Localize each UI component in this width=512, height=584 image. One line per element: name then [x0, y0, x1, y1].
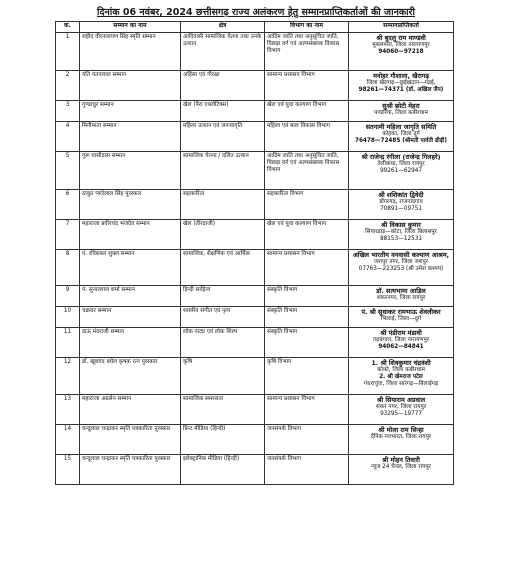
- cell-serial: 10: [56, 307, 80, 328]
- recipient-name: श्री राजेन्द्र रंगीला (राजेन्द्र गिलहरे): [361, 153, 441, 161]
- header-recipient: सम्मानप्राप्तिकर्ता: [349, 22, 454, 33]
- cell-recipient: [349, 122, 454, 152]
- cell-serial: 8: [56, 250, 80, 286]
- cell-award: चन्दूलाल चन्द्राकर स्मृति पत्रकारिता पुरस्कार: [80, 455, 181, 485]
- recipient-detail: सियारडांड़—कोटा, जिला बिलासपुर: [365, 229, 437, 235]
- cell-area: महिला उत्थान एवं जनजागृति: [181, 122, 265, 152]
- cell-serial: 12: [56, 358, 80, 395]
- cell-recipient: [349, 71, 454, 101]
- cell-serial: 3: [56, 101, 80, 122]
- cell-award: दाऊ मंदराजी सम्मान: [80, 328, 181, 358]
- cell-award: ठाकुर प्यारेलाल सिंह पुरस्कार: [80, 190, 181, 220]
- cell-award: डॉ. खूबचंद बघेल कृषक रत्न पुरस्कार: [80, 358, 181, 395]
- recipient-name: अखिल भारतीय वनवासी कल्याण आश्रम,: [352, 251, 450, 259]
- cell-department: खेल एवं युवा कल्याण विभाग: [265, 101, 349, 122]
- recipient-detail: 88153—12531: [380, 236, 422, 243]
- cell-recipient: [349, 328, 454, 358]
- header-award: सम्मान का नाम: [80, 22, 181, 33]
- cell-department: खेल एवं युवा कल्याण विभाग: [265, 220, 349, 250]
- cell-department: सामान्य प्रशासन विभाग: [265, 71, 349, 101]
- recipient-name: मनोहर गौशाला, खैरागढ़: [373, 72, 429, 80]
- cell-serial: 7: [56, 220, 80, 250]
- recipient-name: 1. श्री शिवकुमार चंद्रवंशी: [371, 359, 431, 367]
- recipient-detail: 76478—72485 (श्रीमती पार्वती ढीढ़ी): [355, 138, 447, 145]
- cell-serial: 14: [56, 425, 80, 455]
- recipient-detail: भिलाई, जिला—दुर्ग: [380, 316, 422, 322]
- cell-area: सहकारिता: [181, 190, 265, 220]
- cell-recipient: [349, 101, 454, 122]
- cell-recipient: [349, 358, 454, 395]
- cell-recipient: [349, 286, 454, 307]
- recipient-name: श्री मोला राम सिन्हा: [378, 426, 424, 434]
- cell-serial: 4: [56, 122, 80, 152]
- recipient-detail: कोको, जिला कबीरधाम: [377, 367, 425, 373]
- recipient-detail: गढ़बंगाल, जिला नारायणपुर: [372, 337, 430, 343]
- table-row: [56, 101, 454, 122]
- recipient-detail: 07763—223253 (श्री उमेश कश्यप): [358, 266, 444, 273]
- cell-award: यति यतनलाल सम्मान: [80, 71, 181, 101]
- table-row: [56, 307, 454, 328]
- recipient-detail: शंकरनगर, जिला रायपुर: [376, 295, 426, 301]
- recipient-name: श्री मोहन तिवारी: [382, 456, 420, 464]
- recipient-name: श्री पंडीराम मंडावी: [380, 329, 422, 337]
- cell-award: मिनीमाता सम्मान: [80, 122, 181, 152]
- cell-recipient: [349, 455, 454, 485]
- cell-award: पं. रविशंकर शुक्ल सम्मान: [80, 250, 181, 286]
- cell-recipient: [349, 33, 454, 71]
- recipient-name: सुश्री छोटी मेहरा: [382, 102, 420, 110]
- cell-area: सामाजिक, शैक्षणिक एवं आर्थिक: [181, 250, 265, 286]
- awards-table: [55, 21, 454, 485]
- cell-award: गुण्डाधुर सम्मान: [80, 101, 181, 122]
- table-row: [56, 33, 454, 71]
- recipient-detail: गंधराचुंवा, जिला सारंगढ़—बिलाईगढ़: [363, 381, 439, 388]
- recipient-name: श्री बुदलु राम माण्डवी: [376, 34, 426, 42]
- recipient-name: श्री सियाराम अग्रवाल: [376, 396, 426, 404]
- table-row: [56, 425, 454, 455]
- recipient-name: पं. श्री सुधाकर रामभाऊ शेवलीकर: [361, 308, 441, 316]
- table-row: [56, 122, 454, 152]
- cell-department: कृषि विभाग: [265, 358, 349, 395]
- cell-award: महाराजा अग्रसेन सम्मान: [80, 395, 181, 425]
- cell-recipient: [349, 425, 454, 455]
- recipient-detail: मुकमपारा, जिला नारायणपुर: [372, 42, 430, 48]
- cell-area: सामाजिक समरसता: [181, 395, 265, 425]
- recipient-detail: 2. श्री खेमराज पटेल: [379, 374, 423, 381]
- table-row: [56, 455, 454, 485]
- table-row: [56, 220, 454, 250]
- table-row: [56, 395, 454, 425]
- cell-department: सामान्य प्रशासन विभाग: [265, 395, 349, 425]
- recipient-detail: कोहका, जिला दुर्ग: [382, 131, 420, 137]
- recipient-detail: शंकर नगर, जिला रायपुर: [375, 404, 427, 410]
- cell-recipient: [349, 250, 454, 286]
- recipient-detail: डोंगरगढ़, राजनांदगांव: [379, 199, 423, 205]
- cell-award: चन्दूलाल चन्द्राकर स्मृति पत्रकारिता पुरस्कार: [80, 425, 181, 455]
- cell-serial: 6: [56, 190, 80, 220]
- recipient-detail: 99261—62947: [380, 168, 422, 175]
- table-header-row: [56, 22, 454, 33]
- cell-serial: 9: [56, 286, 80, 307]
- cell-area: हिन्दी साहित्य: [181, 286, 265, 307]
- table-row: [56, 250, 454, 286]
- cell-department: संस्कृति विभाग: [265, 328, 349, 358]
- cell-recipient: [349, 220, 454, 250]
- cell-award: पं. सुन्दरलाल शर्मा सम्मान: [80, 286, 181, 307]
- recipient-name: श्री शशिकांत द्विवेदी: [378, 191, 424, 199]
- cell-area: शास्त्रीय संगीत एवं नृत्य: [181, 307, 265, 328]
- recipient-detail: दैनिक नवभारत, जिला रायपुर: [370, 434, 432, 440]
- cell-department: आदिम जाति तथा अनुसूचित जाति, पिछड़ा वर्ग एवं अल्पसंख्यक विकास विभाग: [265, 152, 349, 190]
- table-body: [56, 33, 454, 485]
- table-row: [56, 152, 454, 190]
- cell-area: प्रिन्ट मीडिया (हिन्दी): [181, 425, 265, 455]
- cell-department: संस्कृति विभाग: [265, 307, 349, 328]
- header-serial: क.: [56, 22, 80, 33]
- cell-area: आदिवासी सामाजिक चेतना तथा उनके उत्थान: [181, 33, 265, 71]
- recipient-name: डॉ. सत्यभामा आडिल: [376, 287, 426, 295]
- cell-area: लोक नाट्य एवं लोक शिल्प: [181, 328, 265, 358]
- table-row: [56, 190, 454, 220]
- cell-department: सामान्य प्रशासन विभाग: [265, 250, 349, 286]
- recipient-detail: 93295—19777: [380, 411, 422, 418]
- cell-department: आदिम जाति तथा अनुसूचित जाति, पिछड़ा वर्ग एवं अल्पसंख्यक विकास विभाग: [265, 33, 349, 71]
- cell-area: इलेक्ट्रानिक मीडिया (हिन्दी): [181, 455, 265, 485]
- table-row: [56, 71, 454, 101]
- cell-recipient: [349, 307, 454, 328]
- cell-serial: 11: [56, 328, 80, 358]
- recipient-detail: 70891—09751: [380, 206, 422, 213]
- cell-award: गुरू घासीदास सम्मान: [80, 152, 181, 190]
- cell-award: महाराजा प्रवीरचंद भंजदेव सम्मान: [80, 220, 181, 250]
- page-title: दिनांक 06 नवंबर, 2024 छत्तीसगढ़ राज्य अलंकरण हेतु सम्मानप्राप्तिकर्ताओं की जानकारी: [97, 7, 415, 18]
- cell-award: चक्रधर सम्मान: [80, 307, 181, 328]
- recipient-detail: न्यूज 24 चैनल, जिला रायपुर: [371, 464, 431, 470]
- header-department: विभाग का नाम: [265, 22, 349, 33]
- cell-area: खेल (पैरा एथलेटिक्स): [181, 101, 265, 122]
- cell-area: सामाजिक चेतना / दलित उत्थान: [181, 152, 265, 190]
- table-row: [56, 286, 454, 307]
- cell-area: कृषि: [181, 358, 265, 395]
- cell-serial: 5: [56, 152, 80, 190]
- cell-recipient: [349, 395, 454, 425]
- table-row: [56, 358, 454, 395]
- cell-department: संस्कृति विभाग: [265, 286, 349, 307]
- table-row: [56, 328, 454, 358]
- recipient-detail: जिला खैरागढ़—छुईखदान—गंडई,: [366, 80, 436, 86]
- recipient-detail: 94060—97218: [378, 49, 424, 56]
- cell-award: शहीद वीरनारायण सिंह स्मृति सम्मान: [80, 33, 181, 71]
- cell-department: जनसंपर्क विभाग: [265, 455, 349, 485]
- recipient-detail: जशपुर नगर, जिला जशपुर: [373, 259, 429, 265]
- cell-department: जनसंपर्क विभाग: [265, 425, 349, 455]
- recipient-detail: तेलीबांधा, जिला रायपुर: [377, 161, 425, 167]
- cell-serial: 15: [56, 455, 80, 485]
- cell-serial: 2: [56, 71, 80, 101]
- recipient-detail: 94062—84841: [378, 344, 424, 351]
- recipient-name: सतनामी महिला जागृति समिति: [365, 123, 437, 131]
- cell-recipient: [349, 152, 454, 190]
- recipient-detail: 98261—74371 (डॉ. अखिल जैन): [358, 87, 444, 94]
- cell-department: सहकारिता विभाग: [265, 190, 349, 220]
- recipient-name: श्री विकास कुमार: [381, 221, 421, 229]
- cell-serial: 13: [56, 395, 80, 425]
- cell-area: खेल (तीरंदाजी): [181, 220, 265, 250]
- header-area: क्षेत्र: [181, 22, 265, 33]
- cell-area: अहिंसा एवं गौरक्षा: [181, 71, 265, 101]
- cell-serial: 1: [56, 33, 80, 71]
- cell-department: महिला एवं बाल विकास विभाग: [265, 122, 349, 152]
- cell-recipient: [349, 190, 454, 220]
- recipient-detail: पण्डरिया, जिला कबीरधाम: [374, 110, 428, 116]
